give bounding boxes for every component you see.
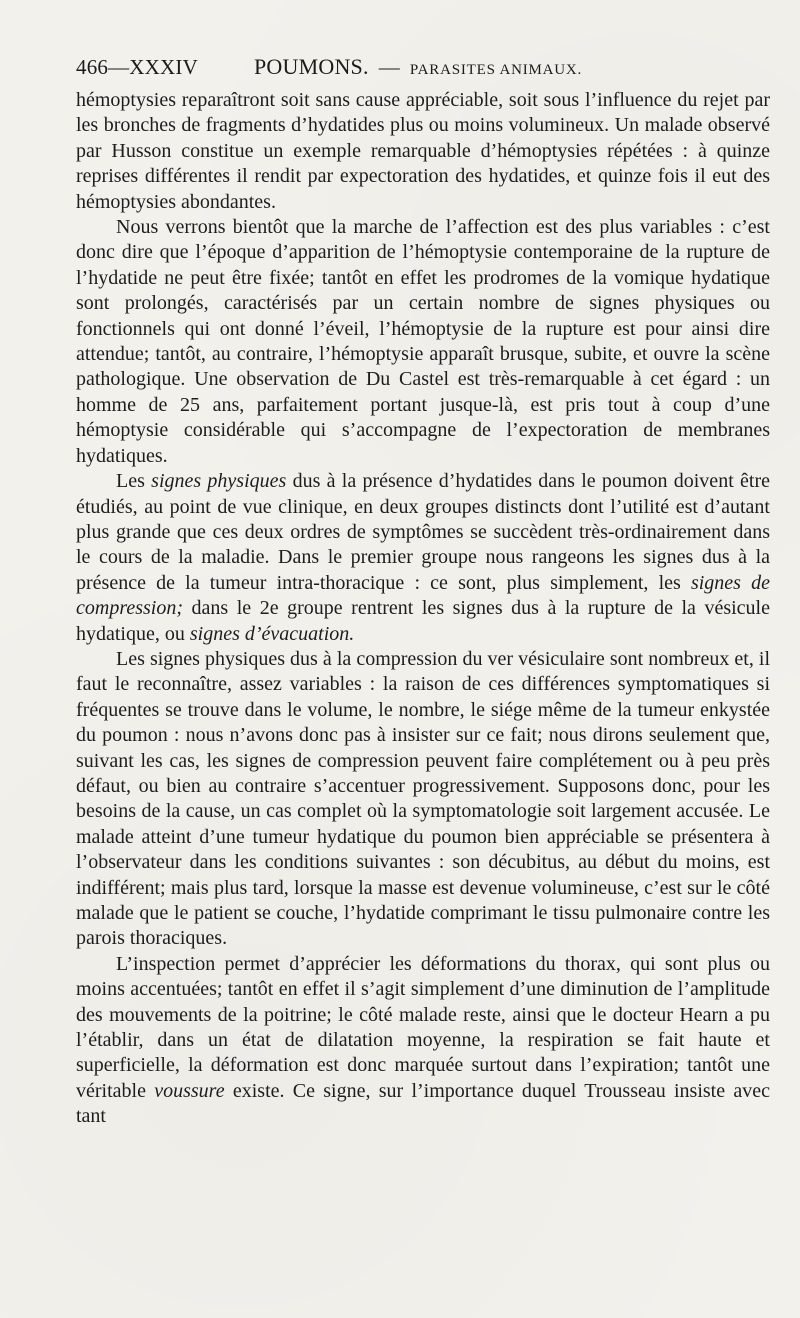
running-header — [76, 54, 770, 88]
paragraph-4: Les signes physiques dus à la compression du ver vésiculaire sont nombreux et, il faut le reconnaître, assez variables : la raison de ces différences symptomatiques si fréquentes se trouve dans le volume, le nombre, le siége même de la tumeur enkystée du poumon : nous n’avons donc pas à insister sur ce fait; nous dirons seulement que, suivant les cas, les signes de compression peuvent faire complétement ou à peu près défaut, ou bien au contraire s’accentuer progressivement. Supposons donc, pour les besoins de la cause, un cas complet où la symptomatologie soit largement accusée. Le malade atteint d’une tumeur hydatique du poumon bien appréciable se présentera à l’observateur dans les conditions suivantes : son décubitus, au début du moins, est indifférent; mais plus tard, lorsque la masse est devenue volumineuse, c’est sur le côté malade que le patient se couche, l’hydatide comprimant le tissu pulmonaire contre les parois thoraciques. — [76, 647, 770, 950]
paragraph-5 — [76, 952, 770, 1130]
emphasis-signes-de-compression: signes de compression; — [76, 571, 770, 620]
emphasis-signes-physiques: signes physiques — [151, 470, 287, 493]
paragraph-3 — [76, 469, 770, 647]
paragraph-3-part-a: Les — [116, 470, 152, 493]
emphasis-signes-evacuation: signes d’évacuation. — [189, 622, 355, 645]
paragraph-3-part-b: dus à la présence d’hydatides dans le poumon doivent être étudiés, au point de vue clinique, en deux groupes distincts dont l’utilité est d’autant plus grande que ces deux ordres de symptômes se succèdent très-ordinairement dans le cours de la maladie. Dans le premier groupe nous rangeons les signes dus à la présence de la tumeur intra-thoracique : ce sont, plus simplement, les — [76, 470, 770, 594]
paragraph-5-part-a: L’inspection permet d’apprécier les déformations du thorax, qui sont plus ou moins accentuées; tantôt en effet il s’agit simplement d’une diminution de l’amplitude des mouvements de la poitrine; le côté malade reste, ainsi que le docteur Hearn a pu l’établir, dans un état de dilatation moyenne, la respiration se fait haute et superficielle, la déformation est donc marquée surtout dans l’expiration; tantôt une véritable — [76, 952, 770, 1102]
running-subtitle: PARASITES ANIMAUX. — [409, 62, 583, 78]
paragraph-1: hémoptysies reparaîtront soit sans cause appréciable, soit sous l’influence du rejet par les bronches de fragments d’hydatides plus ou moins volumineux. Un malade observé par Husson constitue un exemple remarquable d’hémoptysies répétées : à quinze reprises différentes il rendit par expectoration des hydatides, et quinze fois il eut des hémoptysies abondantes. — [76, 89, 770, 213]
page-number: 466—XXXIV — [76, 55, 198, 79]
running-title: POUMONS. — [254, 54, 369, 79]
paragraph-3-part-c: dans le 2e groupe rentrent les signes dus à la rupture de la vésicule hydatique, ou — [76, 597, 770, 645]
emphasis-voussure: voussure — [154, 1079, 225, 1102]
paragraph-2: Nous verrons bientôt que la marche de l’affection est des plus variables : c’est donc dire que l’époque d’apparition de l’hémoptysie contemporaine de la rupture de l’hydatide ne peut être fixée; tantôt en effet les prodromes de la vomique hydatique sont prolongés, caractérisés par un certain nombre de signes physiques ou fonctionnels qui ont donné l’éveil, l’hémoptysie de la rupture est pour ainsi dire attendue; tantôt, au contraire, l’hémoptysie apparaît brusque, subite, et ouvre la scène pathologique. Une observation de Du Castel est très-remarquable à cet égard : un homme de 25 ans, parfaitement portant jusque-là, est pris tout à coup d’une hémoptysie considérable qui s’accompagne de l’expectoration de membranes hydatiques. — [76, 216, 770, 467]
header-separator: — — [378, 55, 400, 79]
body-text — [76, 88, 770, 1130]
paragraph-5-part-b: existe. Ce signe, sur l’importance duquel Trousseau insiste avec tant — [76, 1079, 771, 1128]
